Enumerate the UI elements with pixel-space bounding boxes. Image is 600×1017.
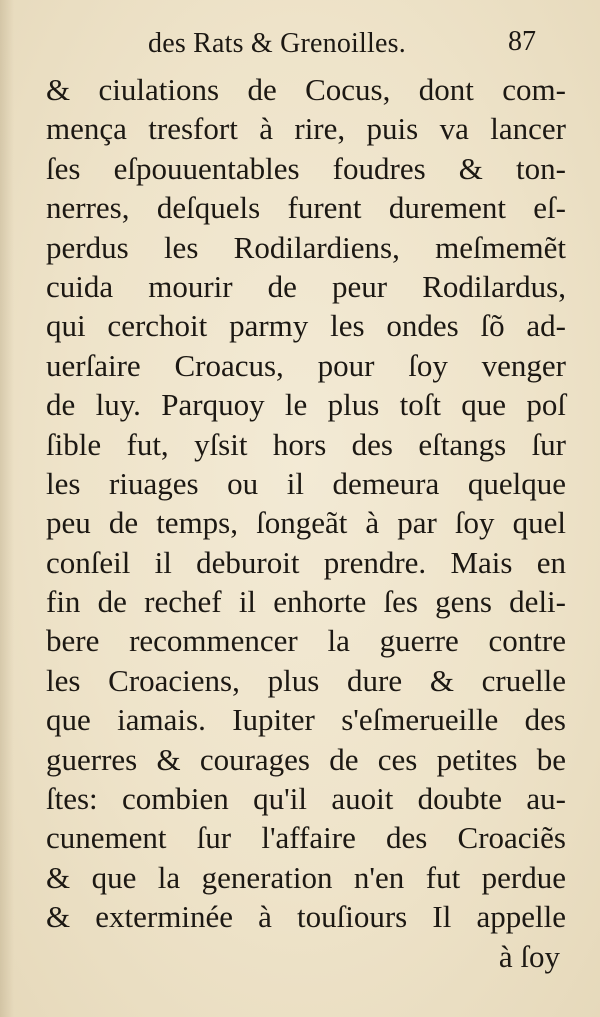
text-line: & exterminée à touſiours Il appelle [46,899,566,935]
text-line: fin de rechef il enhorte ſes gens deli- [46,584,566,620]
page-number: 87 [508,26,536,57]
text-line: conſeil il deburoit prendre. Mais en [46,544,566,580]
text-line: mença tresfort à rire, puis va lancer [46,111,566,147]
text-line: & ciulations de Cocus, dont com- [46,72,566,107]
text-line: uerſaire Croacus, pour ſoy venger [46,347,566,383]
text-line: ſes eſpouuentables foudres & ton- [46,150,566,186]
page-gutter-shadow [0,0,14,1017]
text-line: ſible fut, yſsit hors des eſtangs ſur [46,426,566,462]
text-line: perdus les Rodilardiens, meſmemẽt [46,229,566,265]
body-text [46,70,566,976]
text-line: peu de temps, ſongeãt à par ſoy quel [46,505,566,541]
text-line: bere recommencer la guerre contre [46,623,566,659]
catchword: à ſoy [498,938,560,974]
text-line: cuida mourir de peur Rodilardus, [46,268,566,304]
text-line: & que la generation n'en fut perdue [46,859,566,895]
text-line: que iamais. Iupiter s'eſmerueille des [46,702,566,738]
page-header [0,26,600,70]
text-line: qui cerchoit parmy les ondes ſõ ad- [46,308,566,344]
text-line: guerres & courages de ces petites be [46,741,566,777]
text-line: les Croaciens, plus dure & cruelle [46,662,566,698]
text-line: cunement ſur l'affaire des Croaciẽs [46,820,566,856]
text-line: de luy. Parquoy le plus toſt que poſ [46,387,566,423]
text-line: ſtes: combien qu'il auoit doubte au- [46,781,566,817]
text-line: les riuages ou il demeura quelque [46,465,566,501]
running-head: des Rats & Grenoilles. [148,28,406,59]
text-line: nerres, deſquels furent durement eſ- [46,190,566,226]
